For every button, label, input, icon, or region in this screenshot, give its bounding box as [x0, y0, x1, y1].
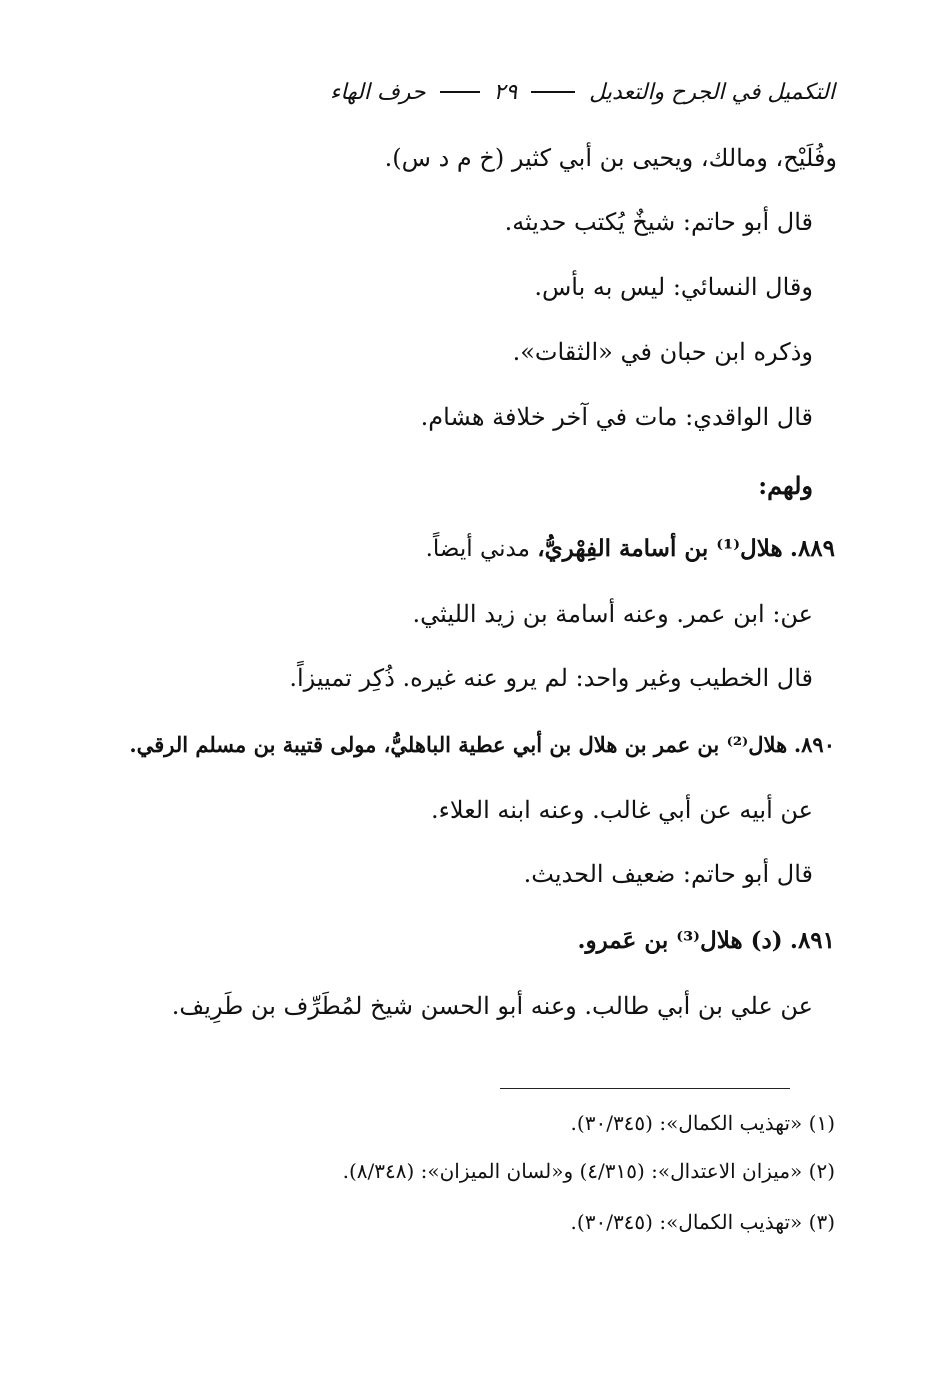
entry-name: (د) هلال⁽³⁾ بن عَمرو.	[577, 927, 783, 954]
body-line: عن: ابن عمر. وعنه أسامة بن زيد الليثي.	[412, 600, 813, 628]
entry-number: ٨٨٩.	[789, 535, 835, 562]
entry-number: ٨٩٠.	[793, 732, 835, 757]
footnote: (٣) «تهذيب الكمال»: (٣٠/٣٤٥).	[570, 1210, 835, 1234]
entry-number: ٨٩١.	[789, 927, 835, 954]
body-line: قال أبو حاتم: ضعيف الحديث.	[523, 860, 813, 888]
section-title: حرف الهاء	[329, 79, 426, 105]
body-line: وفُلَيْح، ومالك، ويحيى بن أبي كثير (خ م د س).	[384, 144, 837, 172]
header-dash	[440, 91, 480, 93]
section-heading: ولهم:	[758, 471, 813, 500]
footnote: (١) «تهذيب الكمال»: (٣٠/٣٤٥).	[570, 1111, 835, 1135]
body-line: وذكره ابن حبان في «الثقات».	[512, 338, 813, 366]
body-line: عن أبيه عن أبي غالب. وعنه ابنه العلاء.	[430, 796, 813, 824]
page-number: ٢٩	[493, 79, 518, 105]
footnote: (٢) «ميزان الاعتدال»: (٤/٣١٥) و«لسان الميزان»: (٨/٣٤٨).	[342, 1159, 835, 1183]
running-header	[195, 72, 835, 112]
entry-heading	[129, 729, 835, 761]
book-title: التكميل في الجرح والتعديل	[589, 79, 835, 105]
entry-heading	[426, 533, 835, 565]
entry-description: مدني أيضاً.	[425, 536, 538, 562]
entry-heading	[577, 925, 835, 957]
body-line: قال الواقدي: مات في آخر خلافة هشام.	[420, 403, 813, 431]
body-line: قال الخطيب وغير واحد: لم يرو عنه غيره. ذُكِر تمييزاً.	[289, 664, 813, 692]
entry-name: هلال⁽²⁾ بن عمر بن هلال بن أبي عطية الباهليُّ، مولى قتيبة بن مسلم الرقي.	[129, 732, 788, 757]
body-line: وقال النسائي: ليس به بأس.	[534, 273, 813, 301]
entry-name: هلال⁽¹⁾ بن أسامة الفِهْريُّ،	[537, 535, 783, 562]
body-line: عن علي بن أبي طالب. وعنه أبو الحسن شيخ لمُطَرِّف بن طَرِيف.	[171, 992, 813, 1020]
header-dash	[531, 91, 575, 93]
footnote-separator	[500, 1088, 790, 1089]
body-line: قال أبو حاتم: شيخٌ يُكتب حديثه.	[504, 208, 813, 236]
